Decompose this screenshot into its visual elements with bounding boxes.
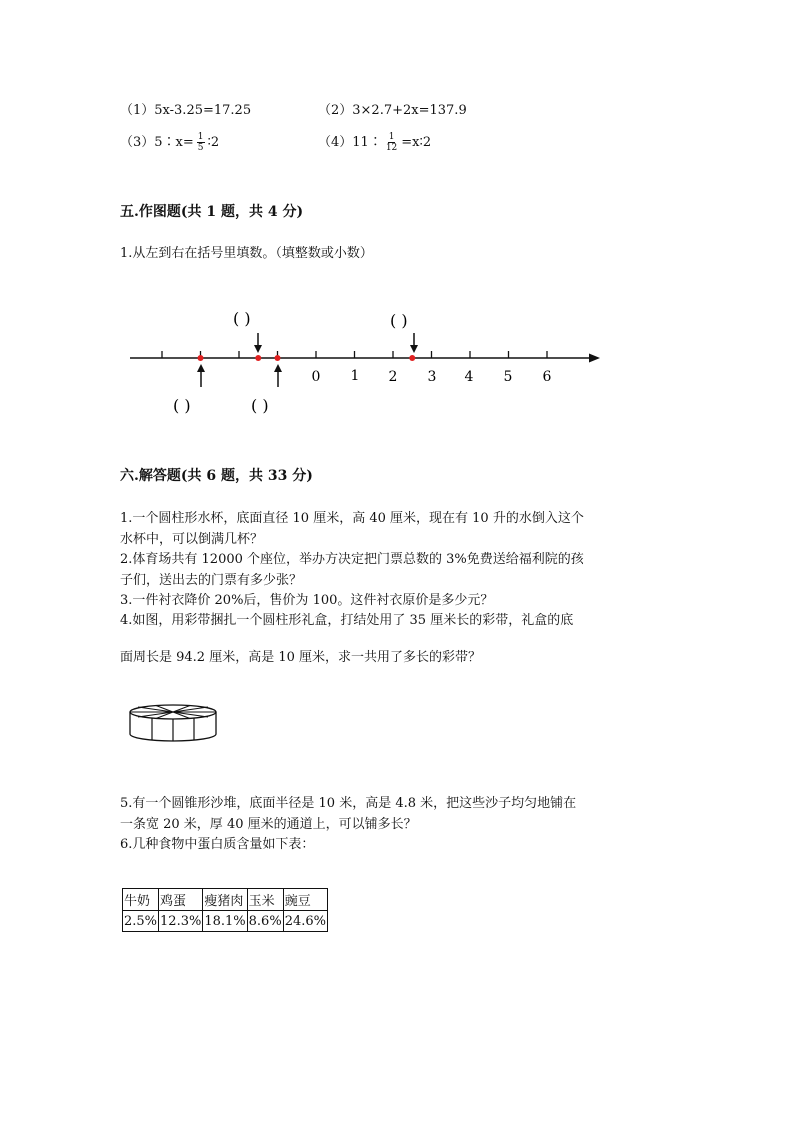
- question-2-line-2: 子们，送出去的门票有多少张？: [120, 573, 303, 588]
- question-2-line-1: 2.体育场共有 12000 个座位，举办方决定把门票总数的 3%免费送给福利院的孩: [120, 552, 584, 567]
- question-4-line-1: 4.如图，用彩带捆扎一个圆柱形礼盒，打结处用了 35 厘米长的彩带，礼盒的底: [120, 613, 574, 628]
- table-header-cell: 玉米: [247, 889, 283, 911]
- fraction-denominator: 5: [197, 143, 204, 153]
- tick-label: 3: [427, 369, 437, 385]
- up-arrow-icon: [197, 364, 205, 387]
- equation-3-suffix: ∶2: [207, 135, 220, 150]
- table-row: [123, 911, 328, 932]
- equation-2: （2）3×2.7+2x=137.9: [318, 103, 467, 118]
- tick-label: 4: [464, 369, 474, 385]
- section-5-question-1: 1.从左到右在括号里填数。（填整数或小数）: [120, 246, 373, 261]
- tick-label: 0: [311, 369, 321, 385]
- marked-point: [198, 355, 204, 361]
- marked-point: [275, 355, 281, 361]
- tick-label: 5: [503, 369, 513, 385]
- answer-parentheses[interactable]: ( ): [390, 311, 408, 330]
- table-cell: 8.6%: [247, 911, 283, 932]
- fraction-numerator: 1: [388, 132, 395, 142]
- question-5-line-1: 5.有一个圆锥形沙堆，底面半径是 10 米，高是 4.8 米，把这些沙子均匀地铺在: [120, 796, 577, 811]
- marked-point: [255, 355, 261, 361]
- question-1-line-2: 水杯中，可以倒满几杯？: [120, 532, 264, 547]
- table-cell: 24.6%: [283, 911, 327, 932]
- equation-4: [318, 131, 431, 153]
- table-cell: 12.3%: [159, 911, 203, 932]
- cylinder-gift-box-illustration: [126, 700, 221, 745]
- fraction-denominator: 12: [385, 143, 398, 153]
- equation-4-suffix: =x∶2: [401, 135, 432, 150]
- table-header-cell: 鸡蛋: [159, 889, 203, 911]
- answer-parentheses[interactable]: ( ): [251, 396, 269, 415]
- number-line-arrowhead: [589, 354, 600, 363]
- equation-4-prefix: （4）11∶: [318, 135, 382, 150]
- table-header-cell: 瘦猪肉: [203, 889, 247, 911]
- down-arrow-icon: [410, 333, 418, 353]
- number-line: [130, 309, 600, 415]
- fraction: [197, 132, 205, 153]
- tick-label: 6: [542, 369, 552, 385]
- equation-3-prefix: （3）5∶x=: [120, 135, 194, 150]
- tick-label: 1: [350, 368, 360, 384]
- question-3: 3.一件衬衣降价 20%后，售价为 100。这件衬衣原价是多少元？: [120, 593, 494, 608]
- table-header-row: [123, 889, 328, 911]
- equation-1: （1）5x-3.25=17.25: [120, 103, 252, 118]
- section-5-title: 五.作图题(共 1 题，共 4 分): [120, 204, 304, 220]
- table-cell: 2.5%: [123, 911, 159, 932]
- question-5-line-2: 一条宽 20 米，厚 40 厘米的通道上，可以铺多长？: [120, 817, 417, 832]
- table-header-cell: 牛奶: [123, 889, 159, 911]
- tick-label: 2: [388, 369, 398, 385]
- question-4-line-2: 面周长是 94.2 厘米，高是 10 厘米，求一共用了多长的彩带？: [120, 650, 482, 665]
- number-line-tick-labels: [312, 368, 552, 385]
- up-arrow-icon: [274, 364, 282, 387]
- table-cell: 18.1%: [203, 911, 247, 932]
- answer-parentheses[interactable]: ( ): [173, 396, 191, 415]
- table-header-cell: 豌豆: [283, 889, 327, 911]
- question-1-line-1: 1.一个圆柱形水杯，底面直径 10 厘米，高 40 厘米，现在有 10 升的水倒入这个: [120, 511, 584, 526]
- fraction-numerator: 1: [197, 132, 204, 142]
- protein-content-table: [122, 888, 328, 932]
- answer-parentheses[interactable]: ( ): [233, 309, 251, 328]
- equation-3: [120, 131, 219, 153]
- number-line-ticks: [162, 351, 547, 358]
- down-arrow-icon: [254, 333, 262, 353]
- question-6: 6.几种食物中蛋白质含量如下表：: [120, 837, 315, 852]
- marked-point: [409, 355, 415, 361]
- number-line-figure: [0, 295, 794, 425]
- section-6-title: 六.解答题(共 6 题，共 33 分): [120, 468, 313, 484]
- fraction: [385, 132, 398, 153]
